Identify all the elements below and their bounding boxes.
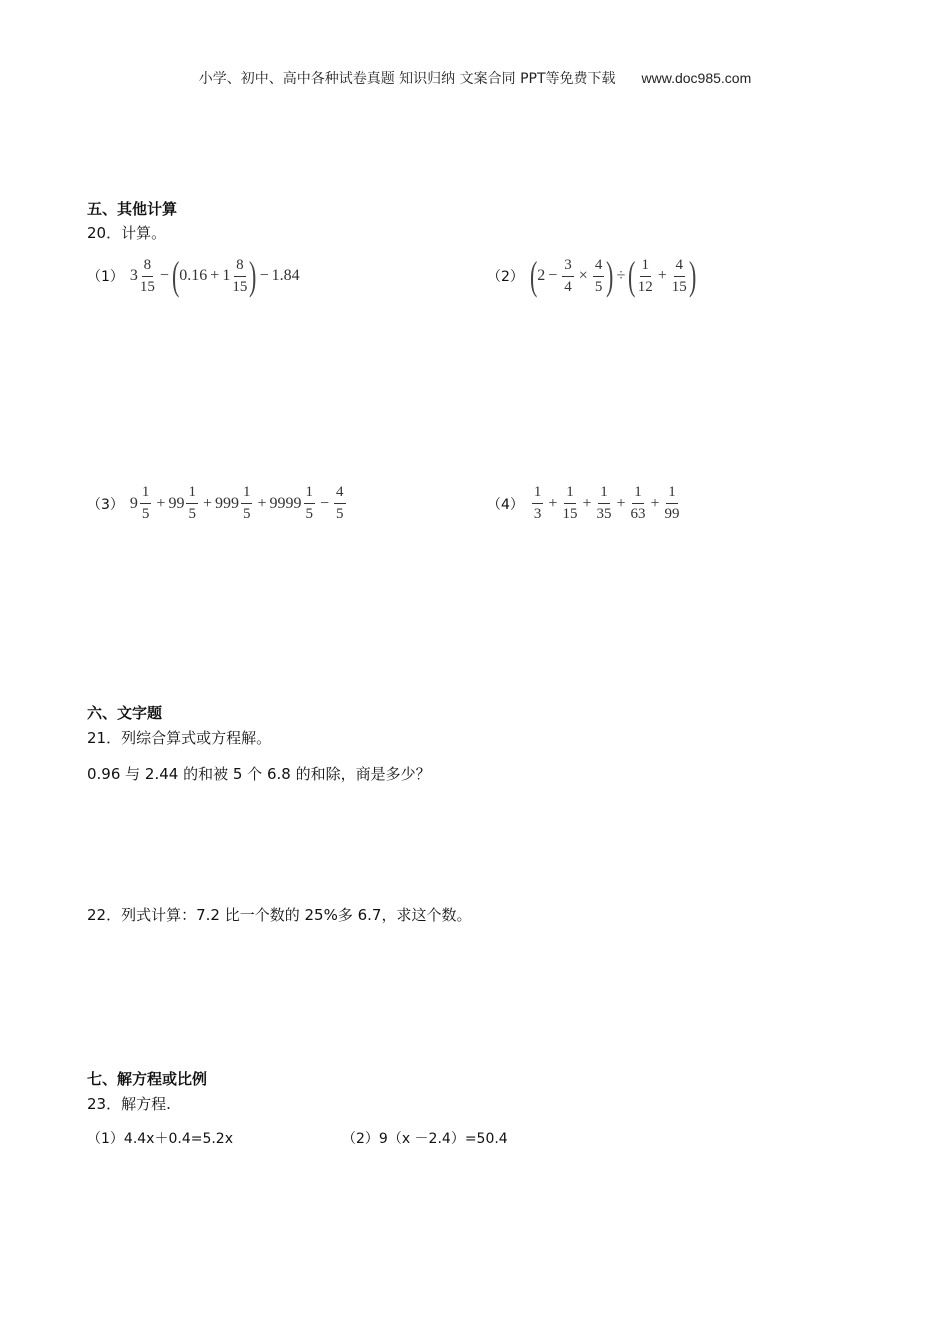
problem-20-4 [487,485,682,522]
numerator: 1 [598,485,610,504]
page-header [0,68,950,88]
denominator: 63 [630,506,646,522]
denominator: 5 [594,278,603,295]
numerator: 1 [186,485,198,504]
denominator: 5 [188,506,196,522]
denominator: 5 [305,506,314,522]
expression [530,485,682,522]
section-7-heading: 七、解方程或比例 [87,1070,208,1088]
operator: + [257,494,267,512]
numerator: 1 [564,485,576,504]
problem-label: （2） [487,269,524,285]
number: 0.16 [179,267,208,284]
denominator: 5 [336,506,344,522]
operator: + [210,267,220,284]
numerator: 1 [304,485,316,504]
operator: − [320,494,330,512]
denominator: 15 [139,278,155,295]
operator: + [616,494,626,512]
denominator: 15 [562,506,578,522]
section-6-heading: 六、文字题 [87,704,163,722]
left-paren: ( [529,253,538,298]
denominator: 12 [637,278,653,295]
operator: + [548,494,558,512]
right-paren: ) [688,253,697,298]
number: 2 [537,267,546,284]
question-21: 21．列综合算式或方程解。 [87,729,272,747]
whole: 99 [168,494,185,512]
numerator: 1 [632,485,644,504]
section-5-heading: 五、其他计算 [87,200,178,218]
numerator: 4 [593,258,605,277]
left-paren: ( [171,253,180,298]
header-title: 小学、初中、高中各种试卷真题 知识归纳 文案合同 PPT等免费下载 [198,71,616,87]
denominator: 3 [533,506,542,522]
numerator: 8 [234,258,246,277]
whole: 3 [129,267,138,284]
operator: − [259,267,269,284]
whole: 9 [129,494,138,512]
numerator: 4 [334,485,346,504]
header-site: www.doc985.com [641,70,752,86]
denominator: 4 [564,278,572,295]
question-23: 23．解方程. [87,1095,171,1113]
numerator: 1 [640,258,652,277]
operator: − [548,267,558,284]
question-22: 22．列式计算：7.2 比一个数的 25%多 6.7，求这个数。 [87,906,472,924]
operator: + [202,494,212,512]
numerator: 3 [562,258,574,277]
denominator: 5 [242,506,251,522]
question-20: 20．计算。 [87,224,167,242]
operator: − [159,267,169,284]
right-paren: ) [249,253,257,298]
numerator: 1 [241,485,253,504]
numerator: 8 [142,258,154,277]
denominator: 15 [671,278,687,295]
operator: + [657,267,667,284]
numerator: 1 [140,485,152,504]
operator: ÷ [616,267,626,284]
numerator: 1 [532,485,544,504]
whole: 9999 [269,494,302,512]
operator: + [650,494,660,512]
problem-20-3 [87,485,348,522]
problem-label: （3） [87,496,124,513]
operator: × [578,267,588,284]
whole: 1 [222,267,231,284]
equation-2: （2）9（x －2.4）=50.4 [342,1131,508,1147]
whole: 999 [214,494,239,512]
denominator: 35 [596,506,612,522]
problem-20-2 [487,253,697,298]
expression [529,253,697,298]
problem-label: （1） [87,269,124,285]
right-paren: ) [606,253,614,298]
denominator: 99 [664,506,680,522]
denominator: 15 [232,278,248,295]
operator: + [582,494,592,512]
denominator: 5 [141,506,150,522]
number: 1.84 [271,267,300,284]
problem-20-1 [87,253,300,298]
operator: + [156,494,166,512]
expression [129,253,300,298]
question-21-text: 0.96 与 2.44 的和被 5 个 6.8 的和除，商是多少？ [87,765,431,783]
numerator: 1 [666,485,678,504]
equation-1: （1）4.4x＋0.4=5.2x [87,1131,234,1147]
expression [130,485,348,522]
left-paren: ( [628,253,636,298]
problem-label: （4） [487,496,524,513]
numerator: 4 [674,258,686,277]
